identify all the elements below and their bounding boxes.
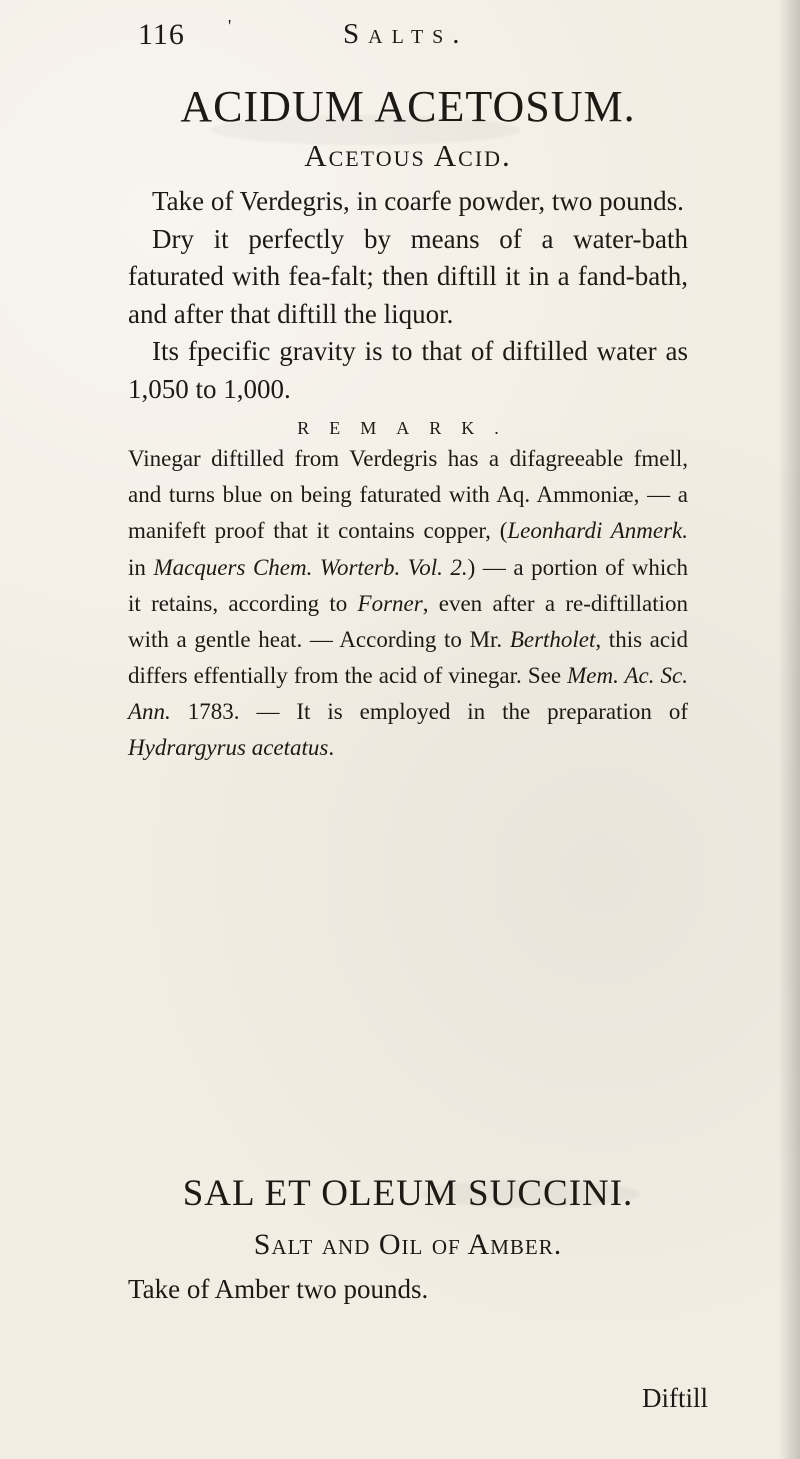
remark-text-segment: .	[328, 735, 335, 761]
page-number: 116	[138, 18, 185, 51]
remark-citation: Macquers Chem. Worterb. Vol. 2.	[153, 554, 468, 580]
paragraph-take-of-amber: Take of Amber two pounds.	[128, 1273, 429, 1304]
catchword: Diftill	[642, 1383, 708, 1413]
paragraph-specific-gravity: Its fpecific gravity is to that of diftilled water as 1,050 to 1,000.	[128, 336, 688, 404]
section-body	[128, 183, 688, 408]
section-subtitle: Salt and Oil of Amber.	[253, 1227, 563, 1261]
remark-text-segment: , even after a re-diftillation with a gentle heat. — According to Mr.	[128, 590, 688, 652]
section-body	[128, 1271, 688, 1309]
remark-citation: Leonhardi Anmerk.	[507, 518, 688, 544]
remark-author: Bertholet	[509, 626, 596, 652]
remark-heading: REMARK.	[297, 418, 519, 439]
section-title: ACIDUM ACETOSUM.	[180, 82, 636, 131]
remark-text-segment: , this acid differs effentially from the acid of vinegar. See	[128, 626, 688, 688]
running-title: Salts.	[343, 18, 469, 50]
remark-paragraph	[128, 441, 688, 766]
remark-compound-name: Hydrargyrus acetatus	[128, 735, 329, 761]
section-title: SAL ET OLEUM SUCCINI.	[182, 1173, 634, 1214]
remark-text-segment: in	[128, 554, 154, 580]
paragraph-dry-it: Dry it perfectly by means of a water-bath faturated with fea-falt; then diftill it in a fand-bath, and after that diftill the liquor.	[128, 223, 688, 329]
remark-text-segment: ) — a portion of which it retains, according to	[128, 554, 689, 616]
remark-text-segment: 1783. — It is employed in the preparation of	[170, 698, 688, 724]
paragraph-take-of-verdegris: Take of Verdegris, in coarfe powder, two pounds.	[152, 186, 684, 217]
acidum-acetosum-section	[128, 82, 689, 766]
remark-text-segment: Vinegar diftilled from Verdegris has a difagreeable fmell, and turns blue on being faturated with Aq. Ammoniæ, — a manifeft proof that it contains copper, (	[128, 446, 688, 544]
header-mark: '	[228, 16, 232, 36]
section-subtitle: Acetous Acid.	[304, 138, 512, 173]
remark-citation: Mem. Ac. Sc. Ann.	[128, 662, 688, 724]
running-head	[138, 18, 658, 58]
remark-author: Forner	[357, 590, 423, 616]
sal-et-oleum-succini-section	[128, 1175, 688, 1308]
page-edge-shadow	[778, 0, 800, 1459]
